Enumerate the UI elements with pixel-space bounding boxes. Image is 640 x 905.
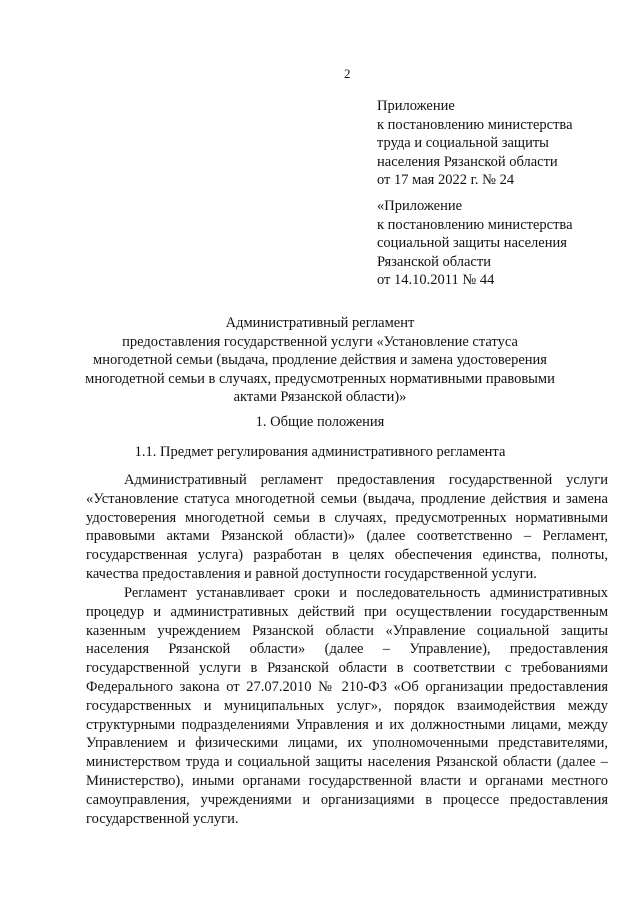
paragraph-line: удостоверения многодетной семьи в случаях, предусмотренных нормативными bbox=[86, 509, 608, 526]
title-line: предоставления государственной услуги «Установление статуса bbox=[122, 333, 518, 350]
title-line: многодетной семьи в случаях, предусмотренных нормативными правовыми bbox=[85, 370, 555, 387]
title-line: актами Рязанской области)» bbox=[233, 389, 407, 406]
appendix-current-block bbox=[377, 97, 573, 190]
paragraph-line: «Установление статуса многодетной семьи (выдача, продление действия и замена bbox=[86, 490, 608, 507]
paragraph-line: самоуправления, учреждениями и организациями в процессе предоставления bbox=[86, 791, 608, 808]
appendix-previous-line: к постановлению министерства bbox=[377, 216, 573, 233]
section-heading: 1. Общие положения bbox=[255, 414, 385, 430]
paragraph-line: казенным учреждением Рязанской области «Управление социальной защиты bbox=[86, 622, 608, 639]
paragraph-1 bbox=[86, 471, 608, 584]
appendix-previous-line: от 14.10.2011 № 44 bbox=[377, 272, 495, 289]
appendix-previous-block bbox=[377, 197, 573, 290]
page-number: 2 bbox=[344, 66, 351, 81]
paragraph-line: государственной услуги. bbox=[86, 810, 239, 827]
paragraph-line: государственных и муниципальных услуг», порядок взаимодействия между bbox=[86, 697, 608, 714]
paragraph-line: министерством труда и социальной защиты населения Рязанской области (далее – bbox=[86, 754, 608, 771]
paragraph-line: Министерство), иными органами государственной власти и органами местного bbox=[86, 772, 608, 789]
paragraph-line: Федерального закона от 27.07.2010 № 210-ФЗ «Об организации предоставления bbox=[86, 678, 608, 695]
appendix-previous-line: «Приложение bbox=[377, 198, 463, 214]
paragraph-line: структурными подразделениями Управления и их должностными лицами, между bbox=[86, 716, 608, 733]
paragraph-line: процедур и административных действий при осуществлении государственным bbox=[86, 603, 608, 620]
appendix-current-line: к постановлению министерства bbox=[377, 116, 573, 133]
paragraph-line: Регламент устанавливает сроки и последовательность административных bbox=[124, 585, 608, 601]
paragraph-line: Управлением и физическими лицами, их уполномоченными представителями, bbox=[86, 735, 608, 752]
appendix-current-line: труда и социальной защиты bbox=[377, 135, 549, 152]
title-line: многодетной семьи (выдача, продление действия и замена удостоверения bbox=[93, 352, 547, 369]
paragraph-2 bbox=[86, 584, 608, 828]
subsection-heading: 1.1. Предмет регулирования административного регламента bbox=[134, 444, 506, 460]
paragraph-line: качества предоставления и равной доступности государственной услуги. bbox=[86, 565, 537, 582]
appendix-previous-line: социальной защиты населения bbox=[377, 235, 567, 252]
paragraph-line: государственная услуга) разработан в целях обеспечения единства, полноты, bbox=[86, 547, 608, 564]
appendix-current-line: Приложение bbox=[377, 98, 455, 114]
appendix-current-line: населения Рязанской области bbox=[377, 153, 558, 170]
paragraph-line: Административный регламент предоставления государственной услуги bbox=[124, 472, 608, 488]
title-line: Административный регламент bbox=[225, 315, 415, 331]
paragraph-line: государственной услуги в Рязанской области в соответствии с требованиями bbox=[86, 660, 608, 677]
appendix-previous-line: Рязанской области bbox=[377, 253, 491, 270]
appendix-current-line: от 17 мая 2022 г. № 24 bbox=[377, 172, 515, 189]
document-title bbox=[0, 314, 640, 407]
paragraph-line: населения Рязанской области» (далее – Управление), предоставления bbox=[86, 641, 608, 658]
paragraph-line: правовыми актами Рязанской области)» (далее соответственно – Регламент, bbox=[86, 528, 608, 545]
